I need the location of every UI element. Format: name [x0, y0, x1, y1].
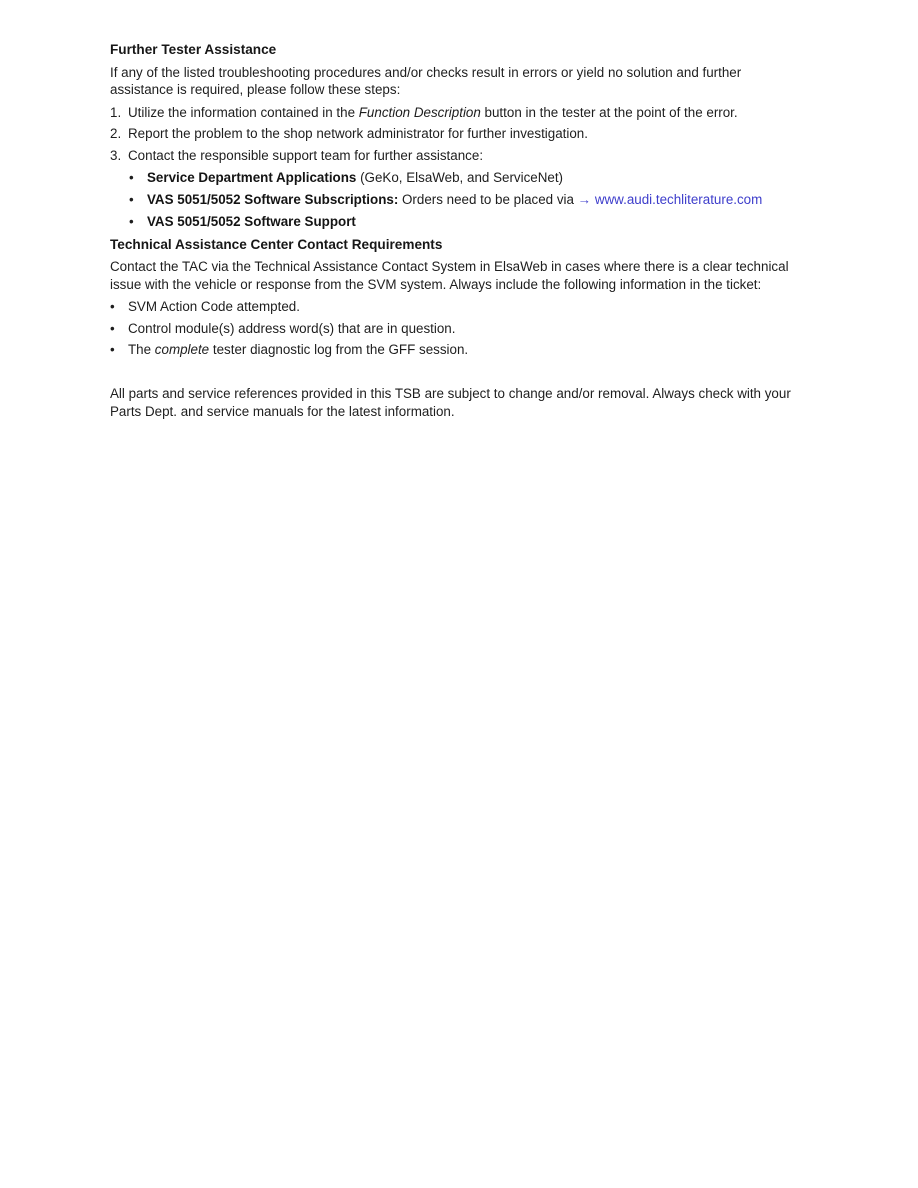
step-item-3 — [110, 147, 792, 165]
bullet-text-bold: VAS 5051/5052 Software Subscriptions: — [147, 191, 399, 207]
support-bullet-software-subscriptions — [129, 191, 792, 209]
bullet-text-italic: complete — [154, 342, 210, 358]
step-text — [128, 104, 792, 122]
bullet-text-run: tester diagnostic log from the GFF session. — [209, 342, 469, 358]
step-number: 3. — [110, 147, 122, 163]
bullet-text-bold: VAS 5051/5052 Software Support — [147, 214, 356, 230]
support-bullet-service-dept-applications — [129, 169, 792, 187]
ticket-bullet-diagnostic-log — [110, 341, 792, 359]
support-bullet-software-support — [129, 213, 792, 231]
bullet-icon: • — [110, 298, 115, 314]
ticket-bullet-control-modules — [110, 320, 792, 338]
ticket-bullet-svm-action-code — [110, 298, 792, 316]
step-text-run: Utilize the information contained in the — [128, 104, 359, 120]
bullet-icon: • — [129, 214, 134, 230]
ticket-bullet-list — [110, 298, 792, 360]
document-page — [110, 41, 792, 425]
bullet-icon: • — [110, 342, 115, 358]
step-text — [128, 125, 792, 143]
bullet-icon: • — [129, 191, 134, 207]
section-heading-tac-contact-requirements: Technical Assistance Center Contact Requirements — [110, 236, 443, 252]
bullet-icon: • — [129, 169, 134, 185]
bullet-text — [147, 213, 792, 231]
bullet-text — [128, 320, 792, 338]
bullet-text — [147, 169, 792, 187]
bullet-text-run: SVM Action Code attempted. — [128, 298, 300, 314]
bullet-text-run: The — [128, 342, 155, 358]
bullet-icon: • — [110, 320, 115, 336]
support-bullet-list — [129, 169, 792, 231]
step-text-run: button in the tester at the point of the error. — [480, 104, 738, 120]
bullet-text-run: Control module(s) address word(s) that are in question. — [128, 320, 456, 336]
tac-paragraph: Contact the TAC via the Technical Assistance Contact System in ElsaWeb in cases where there is a clear technical issue with the vehicle or response from the SVM system. Always include the following information in the ticket: — [110, 259, 789, 292]
step-number: 2. — [110, 126, 122, 142]
step-item-2 — [110, 125, 792, 143]
step-text-run: Contact the responsible support team for further assistance: — [128, 147, 484, 163]
bullet-text-run: Orders need to be placed via — [398, 191, 578, 207]
bullet-text — [128, 298, 792, 316]
bullet-text-bold: Service Department Applications — [147, 169, 357, 185]
link-arrow-icon: → — [577, 191, 595, 207]
intro-paragraph: If any of the listed troubleshooting procedures and/or checks result in errors or yield no solution and further assistance is required, please follow these steps: — [110, 64, 742, 98]
techliterature-link[interactable]: www.audi.techliterature.com — [594, 191, 763, 207]
step-item-1 — [110, 104, 792, 122]
bullet-text — [147, 191, 792, 209]
step-text-run: Report the problem to the shop network administrator for further investigation. — [128, 126, 588, 142]
step-text — [128, 147, 792, 165]
step-number: 1. — [110, 104, 122, 120]
step-text-italic: Function Description — [358, 104, 481, 120]
bullet-text-run: (GeKo, ElsaWeb, and ServiceNet) — [356, 169, 564, 185]
section-heading-further-tester-assistance: Further Tester Assistance — [110, 42, 277, 57]
tsb-disclaimer-paragraph: All parts and service references provided in this TSB are subject to change and/or removal. Always check with your Parts Dept. and service manuals for the latest information. — [110, 386, 791, 419]
bullet-text — [128, 341, 792, 359]
numbered-step-list — [110, 104, 792, 165]
